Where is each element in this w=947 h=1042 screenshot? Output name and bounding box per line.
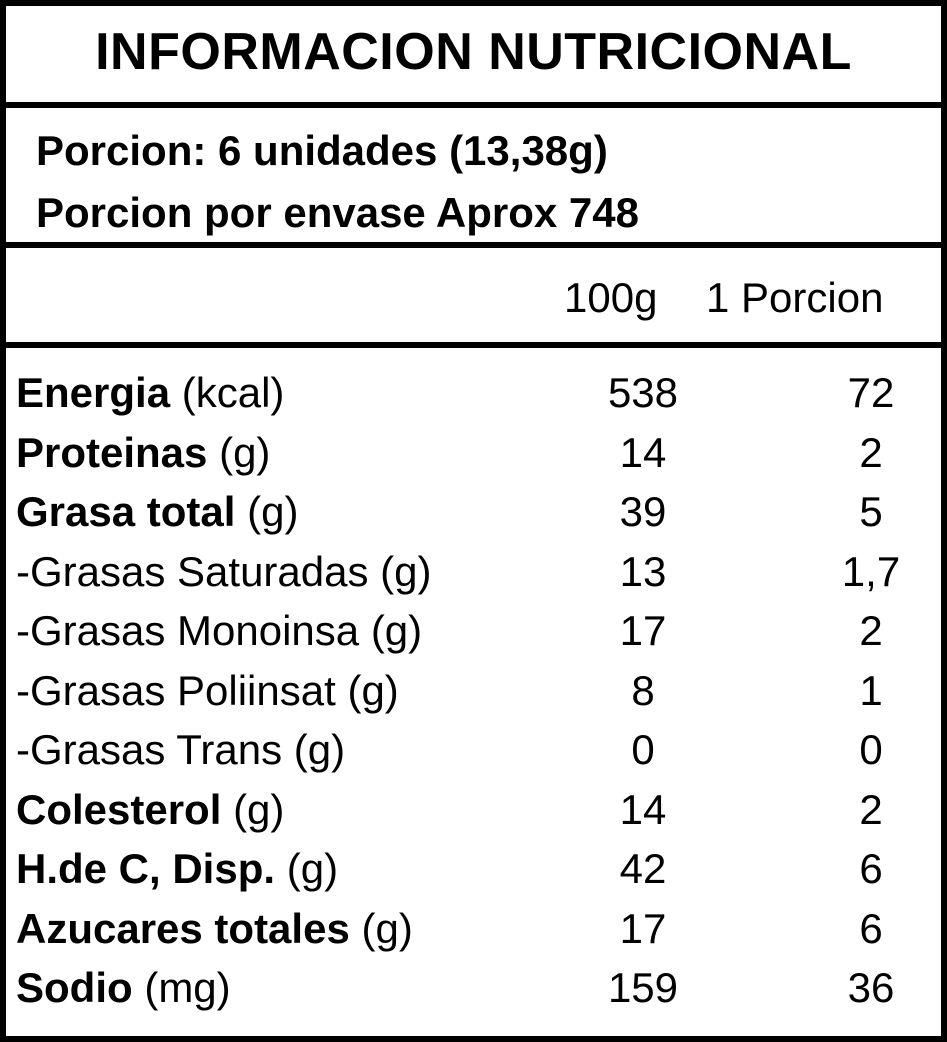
nutrient-label: Energia [16,369,171,416]
nutrient-unit: (mg) [144,964,231,1011]
nutrient-label: Grasa total [16,488,236,535]
nutrient-row [6,547,941,607]
divider-header [6,342,941,348]
divider-title [6,102,941,108]
nutrient-row [6,844,941,904]
nutrient-name [16,785,284,835]
nutrient-unit: (g) [219,428,271,476]
nutrient-unit: (g) [286,845,339,892]
column-header-100g: 100g [564,274,658,321]
value-per-portion: 1 [859,666,883,714]
value-per-portion: 1,7 [841,547,901,595]
nutrient-name [16,963,231,1013]
value-per-100g: 17 [619,904,667,952]
nutrient-label: H.de C, Disp. [16,845,276,892]
portion-size: Porcion: 6 unidades (13,38g) [36,127,608,174]
value-per-portion: 2 [859,428,883,476]
nutrient-unit: (kcal) [181,369,285,416]
nutrient-row [6,368,941,428]
nutrient-name [16,606,422,656]
nutrient-label: Colesterol [16,785,222,833]
value-per-100g: 14 [619,785,667,833]
nutrient-row [6,666,941,726]
nutrient-label: -Grasas Saturadas [16,547,369,595]
value-per-100g: 14 [619,428,667,476]
nutrient-label: -Grasas Trans [16,726,283,773]
nutrient-name [16,904,413,954]
value-per-100g: 39 [619,488,667,535]
nutrient-row [6,963,941,1023]
nutrient-name [16,547,432,597]
value-per-100g: 13 [619,547,667,595]
value-per-portion: 5 [859,488,883,535]
nutrient-row [6,487,941,547]
nutrient-label: Sodio [16,964,133,1011]
nutrient-row [6,606,941,666]
nutrient-name [16,725,345,775]
nutrient-label: Proteinas [16,428,208,476]
portions-per-package: Porcion por envase Aprox 748 [36,189,639,236]
nutrient-unit: (g) [247,488,299,535]
value-per-100g: 17 [619,607,667,654]
value-per-portion: 36 [847,964,895,1011]
nutrient-row [6,785,941,845]
value-per-portion: 0 [859,726,883,773]
value-per-portion: 2 [859,607,883,654]
nutrient-label: -Grasas Poliinsat [16,666,336,714]
divider-portion [6,242,941,248]
value-per-100g: 0 [631,726,655,773]
nutrient-unit: (g) [370,607,423,654]
value-per-100g: 8 [631,666,655,714]
value-per-portion: 2 [859,785,883,833]
value-per-portion: 6 [859,845,883,892]
nutrient-unit: (g) [361,904,413,952]
nutrient-name [16,487,298,537]
nutrient-unit: (g) [380,547,432,595]
nutrient-name [16,428,270,478]
column-header-portion: 1 Porcion [706,274,884,321]
nutrient-row [6,428,941,488]
nutrient-rows [6,368,941,1023]
nutrient-label: -Grasas Monoinsa [16,607,360,654]
nutrient-name [16,844,338,894]
nutrient-unit: (g) [233,785,285,833]
value-per-portion: 6 [859,904,883,952]
value-per-100g: 159 [607,964,679,1011]
label-title: INFORMACION NUTRICIONAL [95,23,852,81]
value-per-portion: 72 [847,369,895,416]
nutrient-name [16,368,284,418]
nutrient-unit: (g) [347,666,399,714]
nutrient-unit: (g) [293,726,346,773]
value-per-100g: 42 [619,845,667,892]
nutrient-row [6,904,941,964]
value-per-100g: 538 [607,369,679,416]
nutrient-row [6,725,941,785]
nutrient-name [16,666,399,716]
nutrient-label: Azucares totales [16,904,350,952]
